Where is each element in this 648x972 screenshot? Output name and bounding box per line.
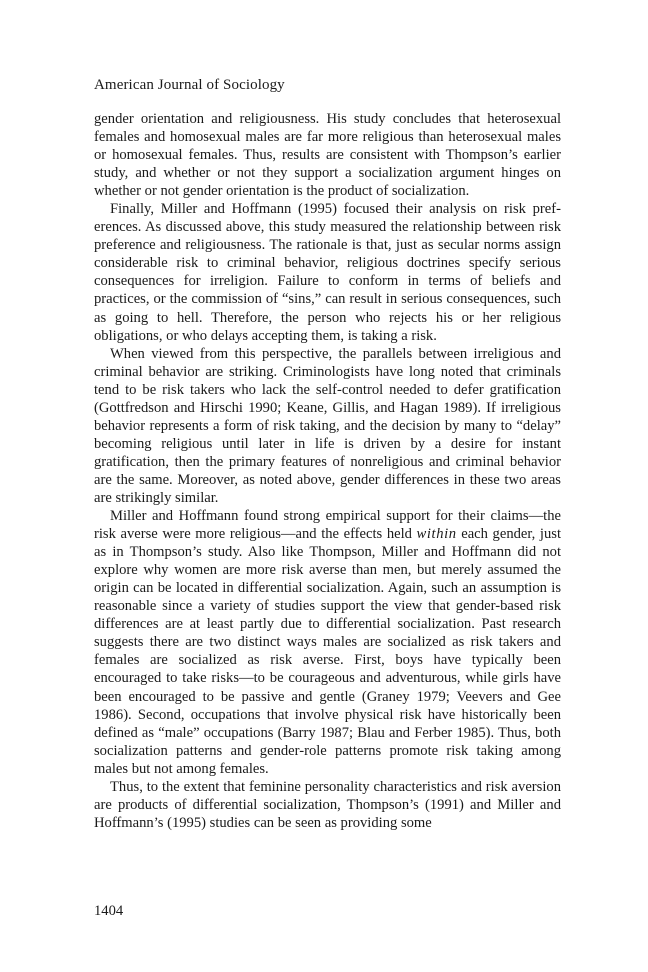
- paragraph-text-after: each gender, just as in Thompson’s study. Also like Thompson, Miller and Hoffmann did not explore why women are more risk averse than men, but merely assumed the origin can be located in differential socialization. Again, such an assumption is reasonable since a variety of studies support the view that gender-based risk differences are at least partly due to differential socialization. Past research suggests there are two distinct ways males are socialized as risk takers and females are socialized as risk averse. First, boys have typically been encouraged to take risks—to be courageous and adventurous, while girls have been encouraged to be passive and gentle (Graney 1979; Veevers and Gee 1986). Second, occupations that involve physical risk have historically been defined as “male” occupations (Barry 1987; Blau and Ferber 1985). Thus, both socialization patterns and gender-role patterns promote risk taking among males but not among females.: [94, 526, 561, 777]
- running-head: American Journal of Sociology: [94, 77, 285, 93]
- emphasis-within: within: [416, 526, 457, 543]
- paragraph-continued: gender orientation and religiousness. His study concludes that heterosexual females and homosexual males are far more religious than heterosexual males or homosexual females. Thus, results are consistent with Thompson’s earlier study, and whether or not they support a socialization argument hinges on whether or not gender orientation is the product of socialization.: [94, 111, 561, 200]
- article-body: [94, 110, 561, 832]
- paragraph-criminal-parallels: When viewed from this perspective, the parallels between irreligious and criminal behavior are striking. Criminologists have long noted that criminals tend to be risk takers who lack the self-control needed to defer gratification (Gottfredson and Hirschi 1990; Keane, Gillis, and Hagan 1989). If irreligious behavior represents a form of risk taking, and the decision by many to “delay” becoming religious until later in life is driven by a desire for instant gratification, then the primary features of nonreligious and criminal behavior are the same. Moreover, as noted above, gender differences in these two areas are strikingly similar.: [94, 345, 561, 506]
- paragraph-conclusion: Thus, to the extent that feminine personality characteristics and risk aversion are products of differential socialization, Thompson’s (1991) and Miller and Hoffmann’s (1995) studies can be seen as providing some: [94, 778, 561, 831]
- page-number: 1404: [94, 903, 124, 919]
- paragraph-risk-preferences: Finally, Miller and Hoffmann (1995) focused their analysis on risk preferences. As discussed above, this study measured the relationship between risk preference and religiousness. The rationale is that, just as secular norms assign considerable risk to criminal behavior, religious doctrines specify serious consequences for irreligion. Failure to conform in terms of beliefs and practices, or the commission of “sins,” can result in serious consequences, such as going to hell. Therefore, the person who rejects his or her religious obligations, or who delays accepting them, is taking a risk.: [94, 201, 561, 344]
- paragraph-empirical-support: [94, 507, 561, 778]
- paragraph-text-before: Miller and Hoffmann found strong empirical support for their claims—the risk averse were more religious—and the effects held: [94, 508, 561, 543]
